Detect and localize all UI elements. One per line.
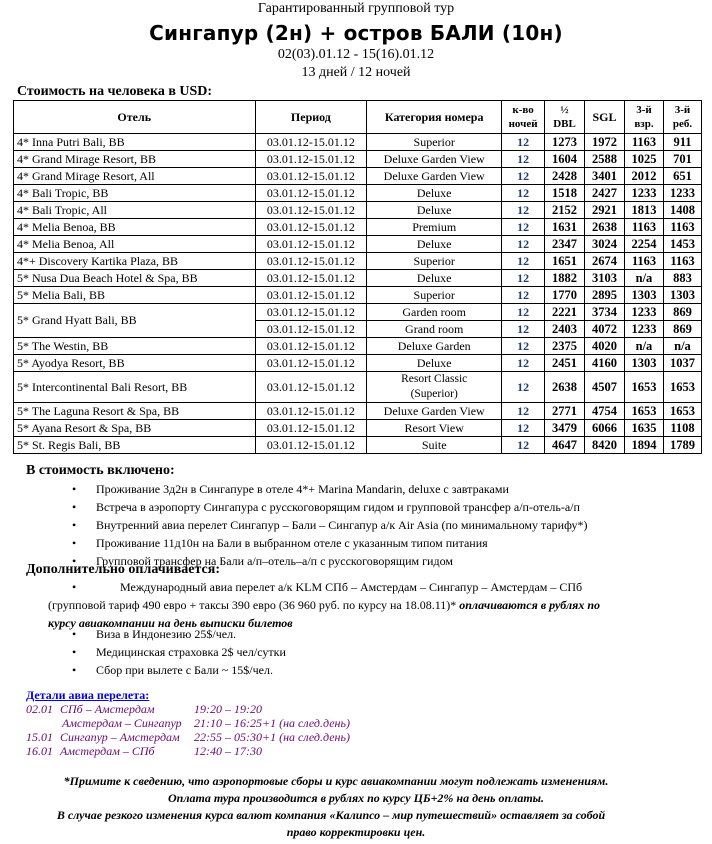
note-line: Оплата тура производится в рублях по курсу ЦБ+2% на день оплаты. — [167, 791, 544, 805]
cell-nights: 12 — [502, 355, 545, 372]
col-child3 — [663, 101, 701, 134]
cell-nights: 12 — [502, 219, 545, 236]
included-item: • Проживание 11д10н на Бали в выбранном отеле с указанным типом питания — [72, 534, 588, 552]
cell-hotel: 5* St. Regis Bali, BB — [14, 437, 256, 454]
bullet-icon: • — [72, 580, 77, 594]
col-child3-l1: 3-й — [674, 104, 691, 116]
cell-category: Deluxe — [367, 236, 502, 253]
extra-item: • Сбор при вылете с Бали ~ 15$/чел. — [72, 661, 286, 679]
cell-sgl: 4020 — [585, 338, 625, 355]
extra-item: • Виза в Индонезию 25$/чел. — [72, 625, 286, 643]
cell-child3: 651 — [663, 168, 701, 185]
cell-hotel: 4* Grand Mirage Resort, All — [14, 168, 256, 185]
cell-adult3: 1233 — [624, 321, 663, 338]
tour-title: Сингапур (2н) + остров БАЛИ (10н) — [149, 21, 563, 45]
extra-title: Дополнительно оплачивается: — [26, 562, 221, 577]
flight-time: 19:20 – 19:20 — [194, 702, 262, 716]
cell-hotel: 5* Nusa Dua Beach Hotel & Spa, BB — [14, 270, 256, 287]
cell-child3: 883 — [663, 270, 701, 287]
cell-period: 03.01.12-15.01.12 — [255, 185, 367, 202]
cell-period: 03.01.12-15.01.12 — [255, 355, 367, 372]
cell-child3: 1653 — [663, 372, 701, 403]
cell-category: Grand room — [367, 321, 502, 338]
col-category: Категория номера — [367, 101, 502, 134]
cell-category: Deluxe Garden View — [367, 151, 502, 168]
cell-category: Deluxe Garden View — [367, 168, 502, 185]
cell-child3: 1108 — [663, 420, 701, 437]
cell-hotel: 5* Intercontinental Bali Resort, BB — [14, 372, 256, 403]
cell-category: Deluxe — [367, 185, 502, 202]
cell-hotel: 4* Melia Benoa, BB — [14, 219, 256, 236]
cell-adult3: 2012 — [624, 168, 663, 185]
col-nights — [502, 101, 545, 134]
col-adult3 — [624, 101, 663, 134]
cell-dbl: 4647 — [545, 437, 585, 454]
table-row — [14, 253, 702, 270]
col-nights-l1: к-во — [512, 104, 534, 116]
col-adult3-l1: 3-й — [636, 104, 652, 116]
cell-category: Superior — [367, 253, 502, 270]
extra-item: • Медицинская страховка 2$ чел/сутки — [72, 643, 286, 661]
flight-route: Сингапур – Амстердам — [60, 730, 180, 744]
cell-category: Deluxe Garden — [367, 338, 502, 355]
table-row — [14, 202, 702, 219]
cell-category: Suite — [367, 437, 502, 454]
cell-nights: 12 — [502, 253, 545, 270]
cell-dbl: 1518 — [545, 185, 585, 202]
cell-sgl: 1972 — [585, 134, 625, 151]
cell-period: 03.01.12-15.01.12 — [255, 168, 367, 185]
cell-adult3: 1233 — [624, 185, 663, 202]
cell-hotel: 4* Bali Tropic, BB — [14, 185, 256, 202]
table-header-row — [14, 101, 702, 134]
cell-sgl: 2588 — [585, 151, 625, 168]
note-line: *Примите к сведению, что аэропортовые сборы и курс авиакомпании могут подлежать изменениям. — [63, 774, 609, 788]
col-adult3-l2: взр. — [634, 118, 654, 130]
cell-adult3: n/a — [624, 338, 663, 355]
cell-period: 03.01.12-15.01.12 — [255, 304, 367, 321]
cell-sgl: 2427 — [585, 185, 625, 202]
table-row — [14, 236, 702, 253]
cell-category — [367, 372, 502, 403]
table-row — [14, 168, 702, 185]
cell-sgl: 3024 — [585, 236, 625, 253]
table-row — [14, 219, 702, 236]
included-item: • Групповой трансфер на Бали а/п–отель–а/п с русскоговорящим гидом — [72, 552, 588, 570]
flight-details-link[interactable]: Детали авиа перелета: — [26, 688, 150, 702]
cell-adult3: 1635 — [624, 420, 663, 437]
cell-period: 03.01.12-15.01.12 — [255, 372, 367, 403]
cell-category: Deluxe — [367, 355, 502, 372]
cell-period: 03.01.12-15.01.12 — [255, 202, 367, 219]
cell-child3: 701 — [663, 151, 701, 168]
table-row — [14, 304, 702, 321]
cell-child3: 1789 — [663, 437, 701, 454]
cell-dbl: 1631 — [545, 219, 585, 236]
cell-child3: 869 — [663, 304, 701, 321]
cell-child3: 1233 — [663, 185, 701, 202]
cell-sgl: 2638 — [585, 219, 625, 236]
cell-adult3: 1163 — [624, 253, 663, 270]
table-row — [14, 437, 702, 454]
cell-hotel: 5* Grand Hyatt Bali, BB — [14, 304, 256, 338]
extra-flight-line2 — [48, 596, 688, 614]
table-row — [14, 134, 702, 151]
col-child3-l2: реб. — [672, 118, 693, 130]
flight-route: СПб – Амстердам — [60, 702, 155, 716]
cell-dbl: 2152 — [545, 202, 585, 219]
cell-dbl: 1604 — [545, 151, 585, 168]
cell-hotel: 4*+ Discovery Kartika Plaza, BB — [14, 253, 256, 270]
price-caption: Стоимость на человека в USD: — [17, 84, 213, 99]
extra-flight-item — [48, 578, 688, 632]
cell-category-l2: (Superior) — [410, 388, 458, 400]
cell-period: 03.01.12-15.01.12 — [255, 420, 367, 437]
tour-kicker: Гарантированный групповой тур — [257, 1, 455, 16]
cell-sgl: 4507 — [585, 372, 625, 403]
cell-category-l1: Resort Classic — [401, 373, 468, 385]
col-period: Период — [255, 101, 367, 134]
cell-hotel: 4* Melia Benoa, All — [14, 236, 256, 253]
cell-period: 03.01.12-15.01.12 — [255, 253, 367, 270]
cell-nights: 12 — [502, 372, 545, 403]
col-dbl — [545, 101, 585, 134]
cell-sgl: 8420 — [585, 437, 625, 454]
table-row — [14, 287, 702, 304]
cell-hotel: 4* Grand Mirage Resort, BB — [14, 151, 256, 168]
cell-child3: n/a — [663, 338, 701, 355]
cell-adult3: 1813 — [624, 202, 663, 219]
cell-period: 03.01.12-15.01.12 — [255, 151, 367, 168]
cell-period: 03.01.12-15.01.12 — [255, 321, 367, 338]
cell-adult3: 1233 — [624, 304, 663, 321]
cell-adult3: n/a — [624, 270, 663, 287]
cell-nights: 12 — [502, 236, 545, 253]
cell-adult3: 1303 — [624, 287, 663, 304]
cell-dbl: 2403 — [545, 321, 585, 338]
cell-period: 03.01.12-15.01.12 — [255, 270, 367, 287]
cell-dbl: 2221 — [545, 304, 585, 321]
cell-nights: 12 — [502, 151, 545, 168]
cell-nights: 12 — [502, 403, 545, 420]
cell-dbl: 3479 — [545, 420, 585, 437]
extra-flight-line1 — [48, 578, 688, 596]
cell-child3: 1163 — [663, 253, 701, 270]
cell-nights: 12 — [502, 321, 545, 338]
included-title: В стоимость включено: — [26, 463, 175, 478]
table-row — [14, 338, 702, 355]
cell-dbl: 2347 — [545, 236, 585, 253]
note-line: право корректировки цен. — [286, 825, 426, 839]
flight-time: 12:40 – 17:30 — [194, 744, 262, 758]
cell-category: Deluxe Garden View — [367, 403, 502, 420]
cell-sgl: 3401 — [585, 168, 625, 185]
cell-sgl: 3734 — [585, 304, 625, 321]
price-table — [13, 100, 702, 454]
cell-dbl: 1882 — [545, 270, 585, 287]
flight-route: Амстердам – Сингапур — [62, 716, 182, 730]
cell-dbl: 2638 — [545, 372, 585, 403]
cell-category: Deluxe — [367, 202, 502, 219]
cell-dbl: 2428 — [545, 168, 585, 185]
cell-child3: 869 — [663, 321, 701, 338]
cell-sgl: 4754 — [585, 403, 625, 420]
col-sgl: SGL — [585, 101, 625, 134]
flight-date: 16.01 — [26, 744, 53, 758]
cell-adult3: 1163 — [624, 134, 663, 151]
cell-nights: 12 — [502, 287, 545, 304]
cell-nights: 12 — [502, 185, 545, 202]
cell-child3: 1453 — [663, 236, 701, 253]
table-row — [14, 151, 702, 168]
cell-category: Garden room — [367, 304, 502, 321]
cell-sgl: 4160 — [585, 355, 625, 372]
cell-hotel: 4* Inna Putri Bali, BB — [14, 134, 256, 151]
cell-period: 03.01.12-15.01.12 — [255, 437, 367, 454]
cell-hotel: 5* The Laguna Resort & Spa, BB — [14, 403, 256, 420]
cell-nights: 12 — [502, 168, 545, 185]
cell-sgl: 2895 — [585, 287, 625, 304]
cell-period: 03.01.12-15.01.12 — [255, 219, 367, 236]
tour-dates: 02(03).01.12 - 15(16).01.12 — [277, 47, 435, 62]
cell-adult3: 1303 — [624, 355, 663, 372]
extra-flight-fare: (групповой тариф 490 евро + таксы 390 евро (36 960 руб. по курсу на 18.08.11)* — [48, 598, 460, 612]
cell-hotel: 5* The Westin, BB — [14, 338, 256, 355]
cell-category: Resort View — [367, 420, 502, 437]
cell-dbl: 2771 — [545, 403, 585, 420]
extra-flight-emphasis-a: оплачиваются в рублях по — [459, 598, 601, 612]
cell-adult3: 2254 — [624, 236, 663, 253]
col-dbl-l1: ½ — [560, 104, 569, 116]
table-row — [14, 372, 702, 403]
included-item: • Проживание 3д2н в Сингапуре в отеле 4*+ Marina Mandarin, deluxe с завтраками — [72, 480, 588, 498]
cell-hotel: 5* Melia Bali, BB — [14, 287, 256, 304]
cell-child3: 1408 — [663, 202, 701, 219]
col-dbl-l2: DBL — [553, 118, 576, 130]
flight-date: 02.01 — [26, 702, 53, 716]
cell-adult3: 1653 — [624, 372, 663, 403]
extra-list — [72, 625, 286, 679]
extra-flight-emphasis-b: курсу авиакомпании на день выписки билетов — [48, 616, 293, 630]
cell-category: Superior — [367, 134, 502, 151]
cell-hotel: 4* Bali Tropic, All — [14, 202, 256, 219]
cell-period: 03.01.12-15.01.12 — [255, 403, 367, 420]
cell-hotel: 5* Ayana Resort & Spa, BB — [14, 420, 256, 437]
table-row — [14, 420, 702, 437]
cell-child3: 1653 — [663, 403, 701, 420]
cell-adult3: 1653 — [624, 403, 663, 420]
flight-time: 22:55 – 05:30+1 (на след.день) — [194, 730, 350, 744]
extra-flight-text: Международный авиа перелет а/к KLM СПб – Амстердам – Сингапур – Амстердам – СПб — [120, 580, 583, 594]
cell-period: 03.01.12-15.01.12 — [255, 338, 367, 355]
cell-adult3: 1163 — [624, 219, 663, 236]
cell-dbl: 1651 — [545, 253, 585, 270]
col-nights-l2: ночей — [508, 118, 538, 130]
cell-dbl: 2451 — [545, 355, 585, 372]
flight-time: 21:10 – 16:25+1 (на след.день) — [194, 716, 350, 730]
cell-dbl: 2375 — [545, 338, 585, 355]
cell-child3: 911 — [663, 134, 701, 151]
flight-route: Амстердам – СПб — [60, 744, 155, 758]
cell-child3: 1037 — [663, 355, 701, 372]
cell-nights: 12 — [502, 437, 545, 454]
included-item: • Встреча в аэропорту Сингапура с русскоговорящим гидом и групповой трансфер а/п-отель-а/п — [72, 498, 588, 516]
cell-category: Deluxe — [367, 270, 502, 287]
col-hotel: Отель — [14, 101, 256, 134]
cell-nights: 12 — [502, 134, 545, 151]
included-list — [72, 480, 588, 570]
cell-dbl: 1273 — [545, 134, 585, 151]
cell-sgl: 2674 — [585, 253, 625, 270]
table-row — [14, 403, 702, 420]
cell-child3: 1303 — [663, 287, 701, 304]
flight-date: 15.01 — [26, 730, 53, 744]
cell-category: Premium — [367, 219, 502, 236]
note-line: В случае резкого изменения курса валют компания «Калипсо – мир путешествий» оставляет за собой — [56, 808, 606, 822]
cell-adult3: 1025 — [624, 151, 663, 168]
cell-sgl: 2921 — [585, 202, 625, 219]
cell-dbl: 1770 — [545, 287, 585, 304]
cell-period: 03.01.12-15.01.12 — [255, 236, 367, 253]
cell-hotel: 5* Ayodya Resort, BB — [14, 355, 256, 372]
table-row — [14, 270, 702, 287]
table-row — [14, 185, 702, 202]
included-item: • Внутренний авиа перелет Сингапур – Бали – Сингапур а/к Air Asia (по минимальному тарифу*) — [72, 516, 588, 534]
cell-category: Superior — [367, 287, 502, 304]
cell-nights: 12 — [502, 420, 545, 437]
cell-nights: 12 — [502, 338, 545, 355]
cell-nights: 12 — [502, 304, 545, 321]
cell-period: 03.01.12-15.01.12 — [255, 134, 367, 151]
notes — [0, 773, 712, 841]
cell-nights: 12 — [502, 202, 545, 219]
cell-nights: 12 — [502, 270, 545, 287]
cell-child3: 1163 — [663, 219, 701, 236]
cell-sgl: 3103 — [585, 270, 625, 287]
table-row — [14, 355, 702, 372]
tour-duration: 13 дней / 12 ночей — [301, 65, 411, 80]
cell-sgl: 6066 — [585, 420, 625, 437]
cell-adult3: 1894 — [624, 437, 663, 454]
cell-sgl: 4072 — [585, 321, 625, 338]
cell-period: 03.01.12-15.01.12 — [255, 287, 367, 304]
